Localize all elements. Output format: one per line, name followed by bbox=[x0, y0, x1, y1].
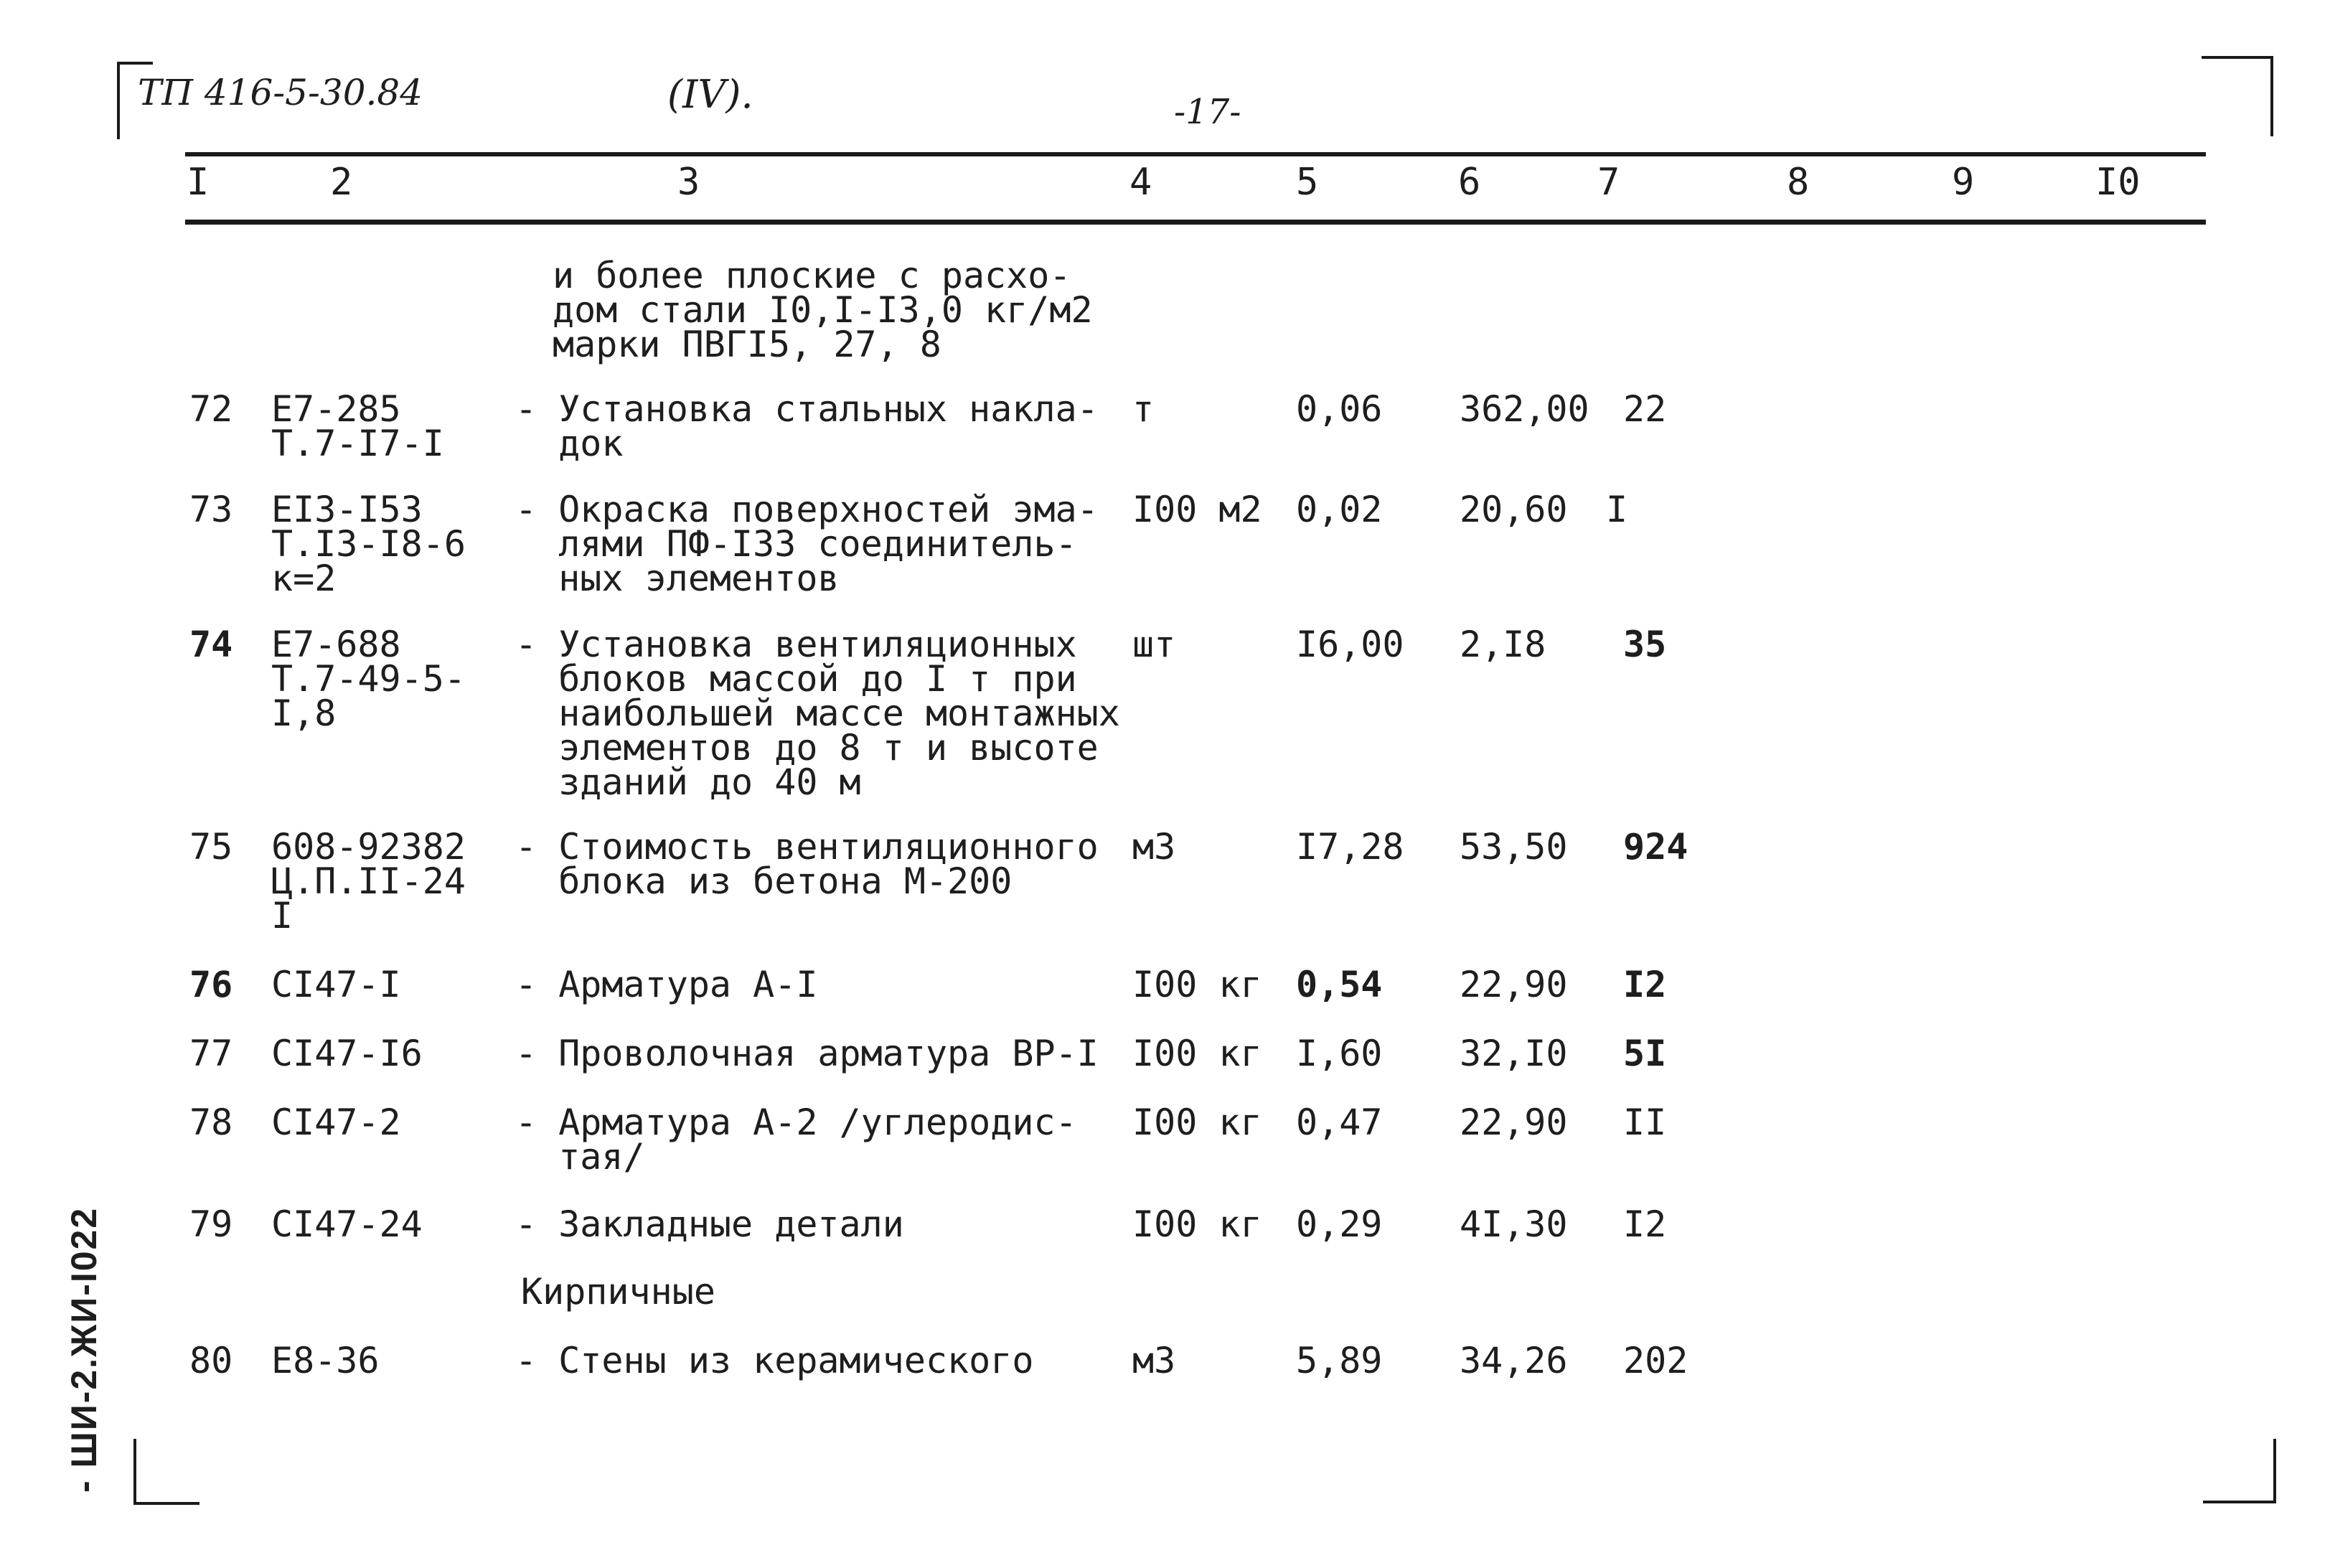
total-cost: I2 bbox=[1623, 1203, 1667, 1245]
quantity: I7,28 bbox=[1296, 826, 1404, 868]
unit: м3 bbox=[1132, 826, 1176, 868]
frame-corner-top-right-vertical bbox=[2270, 56, 2273, 136]
quantity: 0,47 bbox=[1296, 1102, 1383, 1143]
total-cost: 202 bbox=[1623, 1340, 1688, 1381]
work-description: - Установка вентиляционных bbox=[515, 624, 1077, 665]
row-number: 77 bbox=[189, 1033, 233, 1074]
work-description: - Закладные детали bbox=[515, 1203, 904, 1245]
quantity: 5,89 bbox=[1296, 1340, 1383, 1381]
work-description: ных элементов bbox=[515, 558, 840, 599]
document-code: ТП 416-5-30.84 bbox=[138, 72, 423, 113]
unit: шт bbox=[1132, 624, 1176, 665]
norm-code: I bbox=[271, 895, 293, 936]
row-number: 75 bbox=[189, 826, 233, 868]
frame-corner-top-left-horizontal bbox=[117, 62, 153, 65]
work-description: - Установка стальных накла- bbox=[515, 388, 1099, 430]
total-cost: 22 bbox=[1623, 388, 1667, 430]
work-description: док bbox=[515, 423, 624, 464]
table-header-rule bbox=[185, 220, 2206, 225]
frame-corner-bottom-right-vertical bbox=[2273, 1439, 2276, 1503]
frame-corner-bottom-left-horizontal bbox=[133, 1502, 199, 1505]
column-header-10: I0 bbox=[2095, 161, 2141, 204]
norm-code: Е8-36 bbox=[271, 1340, 380, 1381]
norm-code: Е7-285 bbox=[271, 388, 401, 430]
unit-price: 2,I8 bbox=[1460, 624, 1546, 665]
work-description: - Окраска поверхностей эма- bbox=[515, 489, 1099, 530]
total-cost: 35 bbox=[1623, 624, 1667, 665]
continuation-line: и более плоские с расхо- bbox=[553, 255, 1071, 296]
unit: т bbox=[1132, 388, 1155, 430]
row-number: 76 bbox=[189, 964, 233, 1005]
norm-code: Е7-688 bbox=[271, 624, 401, 665]
work-description: - Проволочная арматура ВР-I bbox=[515, 1033, 1099, 1074]
total-cost: 924 bbox=[1623, 826, 1688, 868]
row-number: 72 bbox=[189, 388, 233, 430]
frame-corner-top-right-horizontal bbox=[2202, 56, 2273, 59]
column-header-4: 4 bbox=[1129, 161, 1152, 204]
album-number: (IV). bbox=[667, 72, 753, 117]
unit-price: 362,00 bbox=[1460, 388, 1589, 430]
quantity: 0,02 bbox=[1296, 489, 1383, 530]
norm-code: Т.I3-I8-6 bbox=[271, 523, 466, 565]
unit-price: 4I,30 bbox=[1460, 1203, 1568, 1245]
column-header-5: 5 bbox=[1296, 161, 1319, 204]
continuation-line: дом стали I0,I-I3,0 кг/м2 bbox=[553, 289, 1093, 331]
quantity: I,60 bbox=[1296, 1033, 1383, 1074]
row-number: 73 bbox=[189, 489, 233, 530]
frame-corner-bottom-left-vertical bbox=[133, 1439, 136, 1505]
quantity: 0,54 bbox=[1296, 964, 1383, 1005]
norm-code: СI47-2 bbox=[271, 1102, 401, 1143]
work-description: зданий до 40 м bbox=[515, 761, 861, 803]
row-number: 79 bbox=[189, 1203, 233, 1245]
unit: I00 кг bbox=[1132, 964, 1262, 1005]
norm-code: I,8 bbox=[271, 693, 337, 734]
unit: I00 кг bbox=[1132, 1102, 1262, 1143]
work-description: - Арматура А-I bbox=[515, 964, 818, 1005]
work-description: блоков массой до I т при bbox=[515, 658, 1077, 700]
total-cost: 5I bbox=[1623, 1033, 1667, 1074]
total-cost: I bbox=[1606, 489, 1628, 530]
column-header-9: 9 bbox=[1952, 161, 1975, 204]
work-description: тая/ bbox=[515, 1136, 645, 1178]
column-header-8: 8 bbox=[1787, 161, 1810, 204]
work-description: - Стоимость вентиляционного bbox=[515, 826, 1099, 868]
column-header-2: 2 bbox=[330, 161, 353, 204]
norm-code: ЕI3-I53 bbox=[271, 489, 423, 530]
unit-price: 34,26 bbox=[1460, 1340, 1568, 1381]
norm-code: Т.7-49-5- bbox=[271, 658, 466, 700]
table-top-rule bbox=[185, 152, 2206, 156]
quantity: 0,06 bbox=[1296, 388, 1383, 430]
total-cost: I2 bbox=[1623, 964, 1667, 1005]
norm-code: СI47-I6 bbox=[271, 1033, 423, 1074]
total-cost: II bbox=[1623, 1102, 1667, 1143]
unit: I00 кг bbox=[1132, 1033, 1262, 1074]
norm-code: Т.7-I7-I bbox=[271, 423, 444, 464]
quantity: 0,29 bbox=[1296, 1203, 1383, 1245]
quantity: I6,00 bbox=[1296, 624, 1404, 665]
unit: I00 м2 bbox=[1132, 489, 1262, 530]
unit-price: 20,60 bbox=[1460, 489, 1568, 530]
unit-price: 53,50 bbox=[1460, 826, 1568, 868]
unit-price: 32,I0 bbox=[1460, 1033, 1568, 1074]
norm-code: СI47-24 bbox=[271, 1203, 423, 1245]
row-number: 78 bbox=[189, 1102, 233, 1143]
work-description: блока из бетона М-200 bbox=[515, 860, 1013, 902]
row-number: 80 bbox=[189, 1340, 233, 1381]
page-number: -17- bbox=[1174, 92, 1241, 132]
unit: I00 кг bbox=[1132, 1203, 1262, 1245]
column-header-3: 3 bbox=[677, 161, 700, 204]
norm-code: к=2 bbox=[271, 558, 337, 599]
column-header-7: 7 bbox=[1597, 161, 1620, 204]
unit-price: 22,90 bbox=[1460, 1102, 1568, 1143]
work-description: элементов до 8 т и высоте bbox=[515, 727, 1099, 769]
work-description: - Арматура А-2 /углеродис- bbox=[515, 1102, 1077, 1143]
continuation-line: марки ПВГI5, 27, 8 bbox=[553, 324, 941, 365]
work-description: лями ПФ-I33 соединитель- bbox=[515, 523, 1077, 565]
work-description: наибольшей массе монтажных bbox=[515, 693, 1120, 734]
column-header-6: 6 bbox=[1458, 161, 1481, 204]
row-number: 74 bbox=[189, 624, 233, 665]
norm-code: 608-92382 bbox=[271, 826, 466, 868]
column-header-1: I bbox=[187, 161, 210, 204]
frame-corner-bottom-right-horizontal bbox=[2203, 1501, 2276, 1503]
unit: м3 bbox=[1132, 1340, 1176, 1381]
section-heading: Кирпичные bbox=[521, 1271, 715, 1313]
norm-code: Ц.П.II-24 bbox=[271, 860, 466, 902]
unit-price: 22,90 bbox=[1460, 964, 1568, 1005]
frame-corner-top-left-vertical bbox=[117, 62, 120, 139]
norm-code: СI47-I bbox=[271, 964, 401, 1005]
side-stamp: - ШИ-2.ЖИ-I022 bbox=[64, 1206, 104, 1493]
work-description: - Стены из керамического bbox=[515, 1340, 1034, 1381]
